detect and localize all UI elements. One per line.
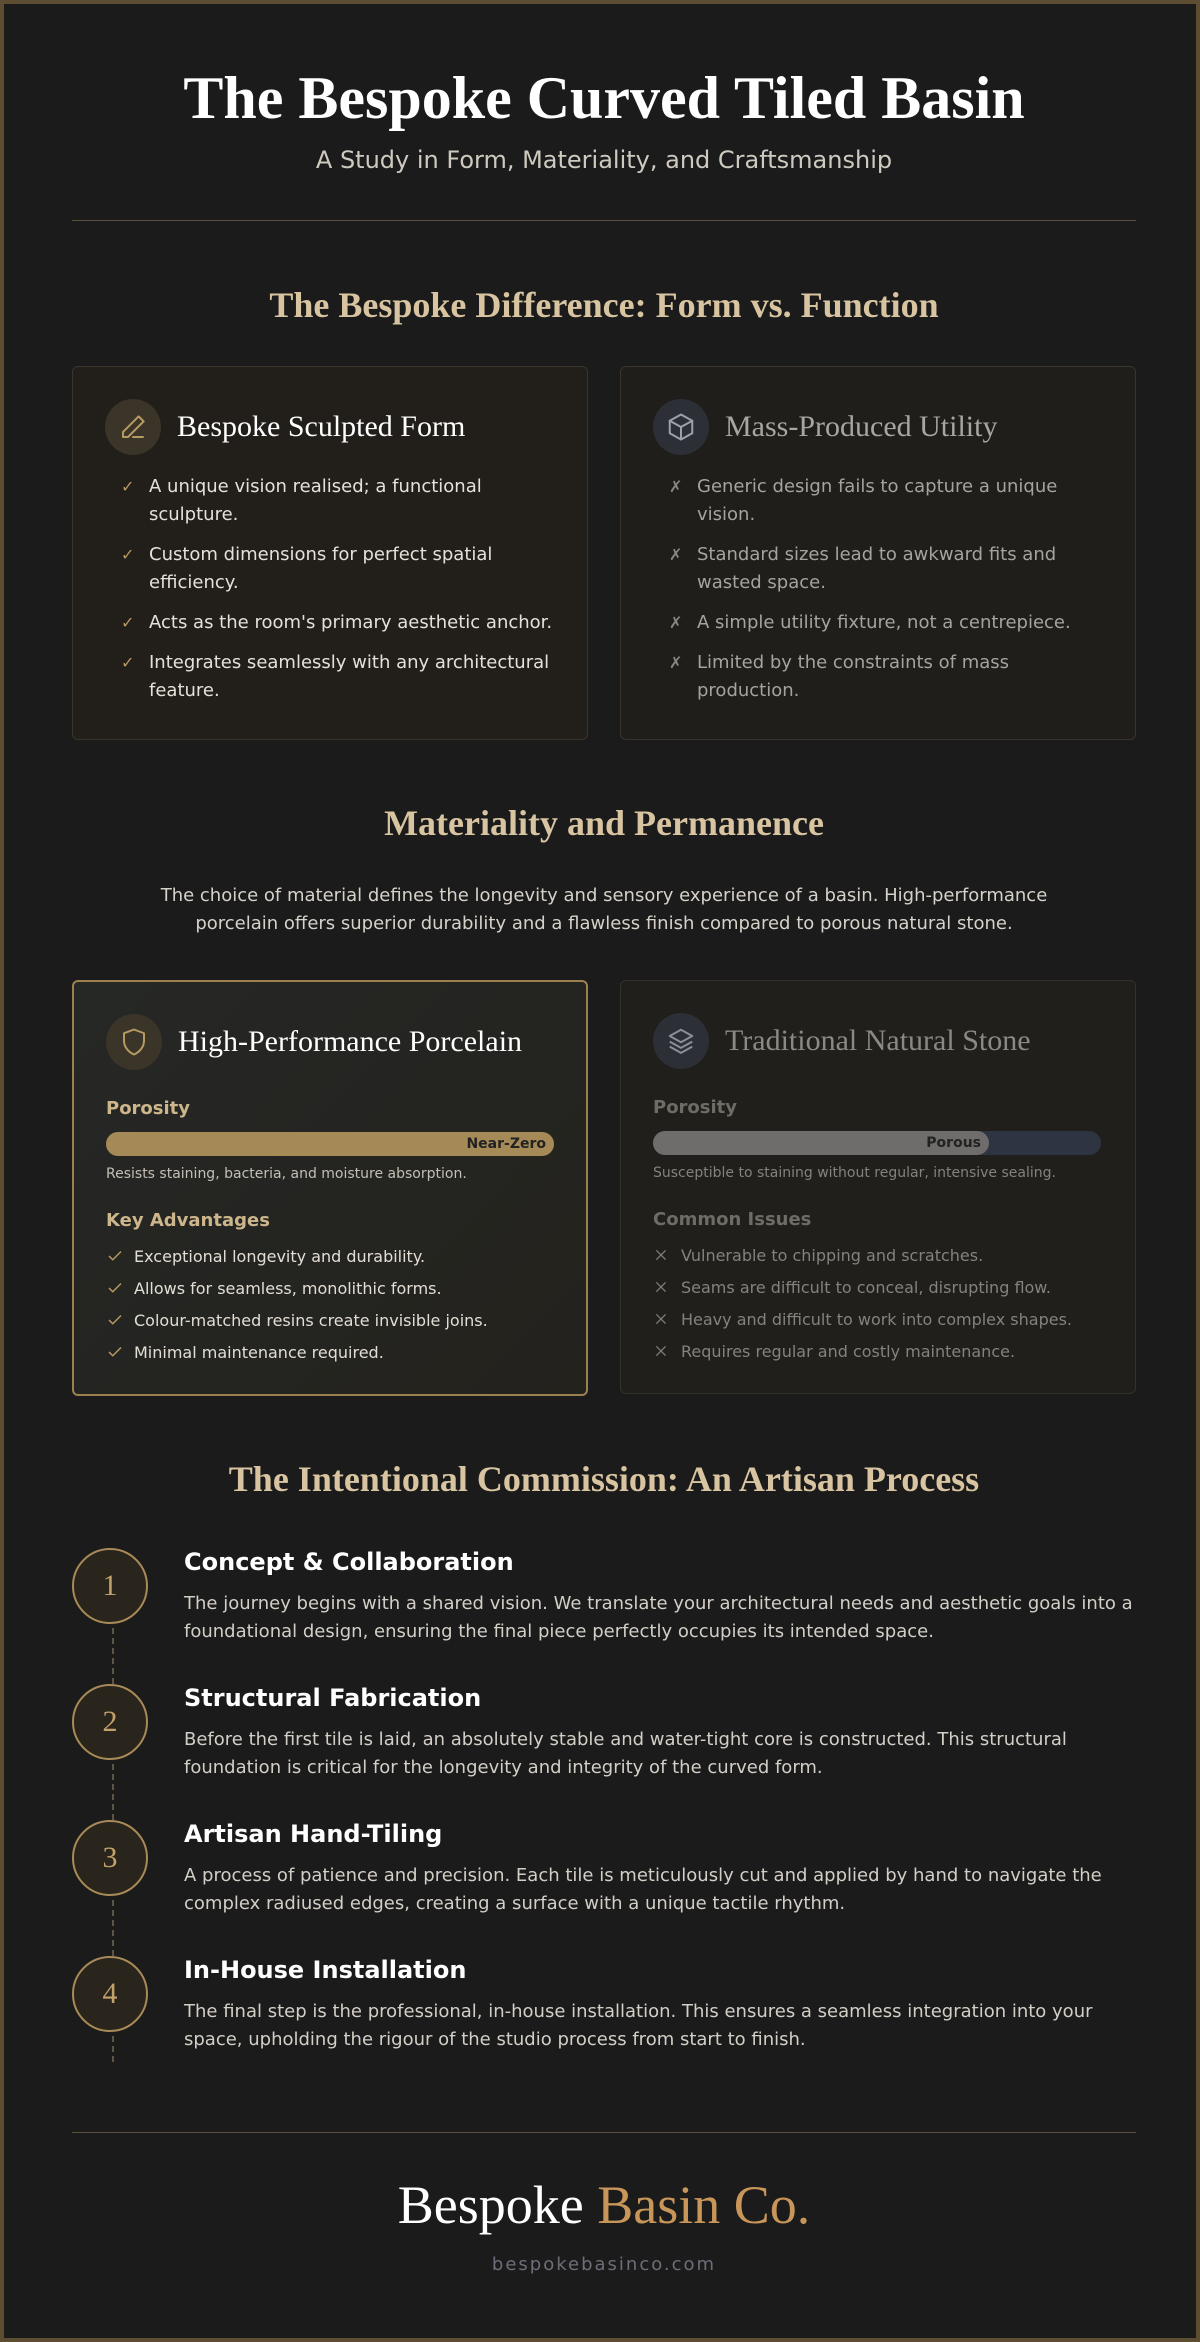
timeline-connector <box>112 2036 114 2062</box>
materiality-intro: The choice of material defines the longevity and sensory experience of a basin. High-performance porcelain offers superior durability and a flawless finish compared to porous natural stone. <box>160 885 1048 934</box>
mass-produced-card <box>620 366 1136 740</box>
list-item <box>653 1335 1115 1367</box>
brand-name-second: Basin Co. <box>597 2175 811 2235</box>
bespoke-card-header <box>105 399 465 455</box>
list-item <box>121 541 557 597</box>
check-icon <box>106 1343 134 1361</box>
stone-issues-label: Common Issues <box>653 1209 812 1230</box>
porcelain-porosity-bar <box>106 1132 554 1156</box>
step-description: Before the first tile is laid, an absolutely stable and water-tight core is constructed. This structural foundation is critical for the longevity and integrity of the curved form. <box>184 1729 1067 1778</box>
list-item-text: Generic design fails to capture a unique vision. <box>697 476 1058 525</box>
list-item-text: Integrates seamlessly with any architectural feature. <box>149 652 550 701</box>
check-icon: ✓ <box>121 545 135 564</box>
brand-name-first: Bespoke <box>397 2175 584 2235</box>
porcelain-card-header <box>106 1014 522 1070</box>
x-icon <box>653 1343 681 1359</box>
stone-card <box>620 980 1136 1394</box>
page-subtitle: A Study in Form, Materiality, and Craftsmanship <box>315 146 893 174</box>
pencil-icon <box>105 399 161 455</box>
step-description: A process of patience and precision. Each tile is meticulously cut and applied by hand to navigate the complex radiused edges, creating a surface with a unique tactile rhythm. <box>184 1865 1102 1914</box>
step-title: Structural Fabrication <box>184 1684 482 1712</box>
list-item-text: Limited by the constraints of mass production. <box>697 652 1010 701</box>
x-icon <box>653 1311 681 1327</box>
list-item-text: Custom dimensions for perfect spatial efficiency. <box>149 544 493 593</box>
bespoke-list <box>121 473 557 717</box>
footer-divider <box>72 2132 1136 2133</box>
list-item-text: Exceptional longevity and durability. <box>134 1246 426 1266</box>
list-item <box>121 609 557 637</box>
porcelain-porosity-fill: Near-Zero <box>106 1132 554 1156</box>
list-item-text: Seams are difficult to conceal, disrupting flow. <box>681 1277 1052 1297</box>
list-item-text: Requires regular and costly maintenance. <box>681 1341 1016 1361</box>
box-icon <box>653 399 709 455</box>
check-icon <box>106 1247 134 1265</box>
stone-porosity-fill: Porous <box>653 1131 989 1155</box>
header-divider <box>72 220 1136 221</box>
mass-produced-card-header <box>653 399 997 455</box>
list-item-text: Allows for seamless, monolithic forms. <box>134 1278 442 1298</box>
list-item-text: Colour-matched resins create invisible joins. <box>134 1310 488 1330</box>
check-icon <box>106 1279 134 1297</box>
list-item <box>653 1303 1115 1335</box>
stone-porosity-note: Susceptible to staining without regular, intensive sealing. <box>653 1165 1056 1181</box>
bespoke-card-title: Bespoke Sculpted Form <box>177 410 466 443</box>
step-title: Artisan Hand-Tiling <box>184 1820 443 1848</box>
stone-card-title: Traditional Natural Stone <box>725 1024 1031 1057</box>
list-item-text: Minimal maintenance required. <box>134 1342 384 1362</box>
check-icon <box>106 1311 134 1329</box>
list-item <box>653 1271 1115 1303</box>
layers-icon <box>653 1013 709 1069</box>
list-item-text: A unique vision realised; a functional sculpture. <box>149 476 482 525</box>
cross-icon: ✗ <box>669 613 683 632</box>
check-icon: ✓ <box>121 477 135 496</box>
list-item <box>669 473 1105 529</box>
step-description: The journey begins with a shared vision. We translate your architectural needs and aesthetic goals into a foundational design, ensuring the final piece perfectly occupies its intended space. <box>184 1593 1133 1642</box>
mass-produced-list <box>669 473 1105 717</box>
comparison-heading: The Bespoke Difference: Form vs. Function <box>269 285 939 325</box>
step-description: The final step is the professional, in-house installation. This ensures a seamless integration into your space, upholding the rigour of the studio process from start to finish. <box>184 2001 1093 2050</box>
porcelain-porosity-note: Resists staining, bacteria, and moisture absorption. <box>106 1166 467 1182</box>
list-item-text: A simple utility fixture, not a centrepiece. <box>697 612 1071 633</box>
step-title: Concept & Collaboration <box>184 1548 514 1576</box>
porcelain-advantages-label: Key Advantages <box>106 1210 270 1231</box>
list-item <box>106 1240 566 1272</box>
list-item <box>106 1304 566 1336</box>
timeline-connector <box>112 1628 114 1684</box>
stone-card-header <box>653 1013 1031 1069</box>
step-title: In-House Installation <box>184 1956 467 1984</box>
list-item <box>669 541 1105 597</box>
page-title: The Bespoke Curved Tiled Basin <box>183 65 1025 131</box>
porcelain-porosity-label: Porosity <box>106 1098 191 1119</box>
cross-icon: ✗ <box>669 545 683 564</box>
check-icon: ✓ <box>121 653 135 672</box>
porcelain-card-title: High-Performance Porcelain <box>178 1025 523 1058</box>
check-icon: ✓ <box>121 613 135 632</box>
list-item-text: Acts as the room's primary aesthetic anchor. <box>149 612 553 633</box>
list-item <box>121 649 557 705</box>
step-number: 4 <box>72 1956 148 2032</box>
step-number: 3 <box>72 1820 148 1896</box>
timeline-connector <box>112 1764 114 1820</box>
shield-icon <box>106 1014 162 1070</box>
x-icon <box>653 1279 681 1295</box>
stone-porosity-bar <box>653 1131 1101 1155</box>
stone-issues-list <box>653 1239 1115 1367</box>
list-item <box>653 1239 1115 1271</box>
website-link[interactable]: bespokebasinco.com <box>491 2254 717 2275</box>
porcelain-advantages-list <box>106 1240 566 1368</box>
brand-logo <box>4 2174 1200 2236</box>
mass-produced-card-title: Mass-Produced Utility <box>725 410 998 443</box>
stone-porosity-label: Porosity <box>653 1097 738 1118</box>
list-item-text: Vulnerable to chipping and scratches. <box>681 1245 984 1265</box>
step-number: 1 <box>72 1548 148 1624</box>
cross-icon: ✗ <box>669 653 683 672</box>
list-item <box>121 473 557 529</box>
list-item-text: Heavy and difficult to work into complex shapes. <box>681 1309 1072 1329</box>
timeline-connector <box>112 1900 114 1956</box>
porcelain-card <box>72 980 588 1396</box>
list-item <box>106 1336 566 1368</box>
list-item <box>669 609 1105 637</box>
x-icon <box>653 1247 681 1263</box>
bespoke-card <box>72 366 588 740</box>
step-number: 2 <box>72 1684 148 1760</box>
list-item <box>669 649 1105 705</box>
process-heading: The Intentional Commission: An Artisan Process <box>228 1459 980 1499</box>
list-item-text: Standard sizes lead to awkward fits and wasted space. <box>697 544 1057 593</box>
cross-icon: ✗ <box>669 477 683 496</box>
list-item <box>106 1272 566 1304</box>
materiality-heading: Materiality and Permanence <box>384 803 824 843</box>
